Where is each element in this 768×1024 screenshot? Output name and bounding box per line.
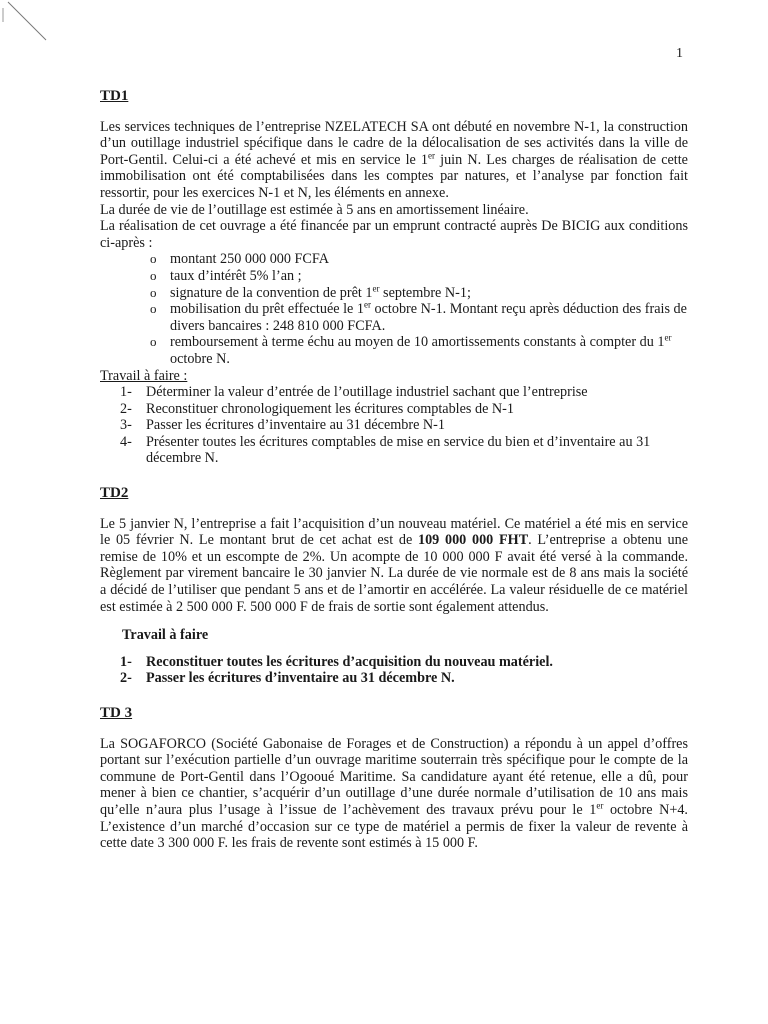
td2-text-start: Le 5 janvier N, l’entreprise a fait l’acquisition d’un nouveau matériel. Ce matériel a été mis en service le 05 février N. Le montant brut de cet achat est de — [100, 515, 688, 549]
task-text: Présenter toutes les écritures comptables de mise en service du bien et d’inventaire au 31 décembre N. — [146, 433, 651, 467]
td2-task-list — [100, 654, 688, 687]
task-number: 4- — [120, 433, 132, 450]
task-number: 1- — [120, 384, 132, 401]
page-number: 1 — [676, 46, 683, 61]
condition-text: octobre N-1. Montant reçu après déduction des frais de divers bancaires : 248 810 000 FCFA. — [170, 301, 687, 334]
td1-intro-part-b: juin N. Les charges de réalisation de cette immobilisation ont été comptabilisées dans les comptes par natures, et l’analyse par fonction fait ressortir, pour les exercices N-1 et N, les éléments en annexe. — [100, 151, 688, 201]
td1-title: TD1 — [100, 88, 129, 104]
task-text: Reconstituer toutes les écritures d’acquisition du nouveau matériel. — [146, 653, 553, 670]
superscript-er: er — [372, 282, 380, 293]
list-item — [150, 282, 688, 302]
condition-text: octobre N. — [170, 350, 230, 367]
td3-text-part-b: octobre N+4. L’existence d’un marché d’occasion sur ce type de matériel a permis de fixer la valeur de revente à cette date 3 300 000 F. les frais de revente sont estimés à 15 000 F. — [100, 801, 688, 852]
td1-section — [100, 88, 688, 467]
td1-paragraph-financing: La réalisation de cet ouvrage a été financée par un emprunt contracté auprès De BICIG aux conditions ci-après : — [100, 218, 688, 251]
td1-conditions-list — [100, 251, 688, 367]
superscript-er: er — [596, 800, 604, 811]
td1-paragraph-lifespan: La durée de vie de l’outillage est estimée à 5 ans en amortissement linéaire. — [100, 201, 529, 218]
task-number: 2- — [120, 670, 132, 687]
superscript-er: er — [664, 332, 672, 343]
scan-mark — [0, 0, 60, 50]
condition-text: signature de la convention de prêt 1 — [170, 284, 373, 301]
task-text: Déterminer la valeur d’entrée de l’outillage industriel sachant que l’entreprise — [146, 384, 588, 401]
list-item: o taux d’intérêt 5% l’an ; — [150, 268, 688, 285]
td1-paragraph-intro — [100, 119, 688, 202]
task-text: Passer les écritures d’inventaire au 31 décembre N. — [146, 670, 455, 687]
condition-text: mobilisation du prêt effectuée le 1 — [170, 301, 364, 318]
td2-section — [100, 485, 688, 687]
list-item — [120, 417, 688, 434]
list-item — [120, 654, 688, 671]
condition-text: septembre N-1; — [379, 284, 471, 301]
task-number: 2- — [120, 400, 132, 417]
superscript-er: er — [428, 150, 436, 161]
td1-task-list — [100, 384, 688, 467]
list-item — [120, 384, 688, 401]
list-item — [150, 301, 688, 334]
list-item: o montant 250 000 000 FCFA — [150, 251, 688, 268]
td2-paragraph — [100, 516, 688, 616]
td2-title: TD2 — [100, 485, 129, 502]
td3-section — [100, 705, 688, 852]
td2-work-label: Travail à faire — [122, 627, 209, 644]
task-number: 3- — [120, 417, 132, 434]
document-body — [100, 88, 688, 852]
superscript-er: er — [363, 299, 371, 310]
task-number: 1- — [120, 653, 132, 670]
td3-text-part-a: La SOGAFORCO (Société Gabonaise de Forages et de Construction) a répondu à un appel d’offres portant sur l’exécution partielle d’un ouvrage maritime souterrain très spécifique pour le compte de la commune de Port-Gentil dans l’Ogooué Maritime. Sa candidature ayant été retenue, elle a dû, pour mener à bien ce chantier, s’acquérir d’un outillage d’une durée normale d’utilisation de 10 ans mais qu’elle n’aura plus l’usage à l’issue de l’achèvement des travaux prévu pour le 1 — [100, 735, 688, 818]
td3-title: TD 3 — [100, 705, 133, 721]
td2-amount: 109 000 000 FHT — [417, 532, 529, 549]
list-item — [120, 401, 688, 418]
td3-paragraph — [100, 736, 688, 852]
td1-work-label: Travail à faire : — [100, 367, 188, 384]
td2-text-end: . L’entreprise a obtenu une remise de 10% et un escompte de 2%. Un acompte de 10 000 000 F avait été versé à la commande. Règlement par virement bancaire le 30 janvier N. La durée de vie normale est de 8 ans mais la société a décidé de l’utiliser que pendant 5 ans et de l’amortir en accélérée. La valeur résiduelle de ce matériel est estimée à 2 500 000 F. 500 000 F de frais de sortie sont également attendus. — [100, 532, 688, 615]
list-item — [120, 434, 688, 467]
task-text: Reconstituer chronologiquement les écritures comptables de N-1 — [146, 400, 514, 417]
condition-text: remboursement à terme échu au moyen de 10 amortissements constants à compter du 1 — [170, 334, 665, 351]
list-item — [120, 670, 688, 687]
list-item — [150, 334, 688, 367]
td1-intro-part-a: Les services techniques de l’entreprise NZELATECH SA ont débuté en novembre N-1, la construction d’un outillage industriel spécifique dans le cadre de la délocalisation de ses activités dans la ville de Port-Gentil. Celui-ci a été achevé et mis en service le 1 — [100, 118, 688, 168]
task-text: Passer les écritures d’inventaire au 31 décembre N-1 — [146, 417, 445, 434]
